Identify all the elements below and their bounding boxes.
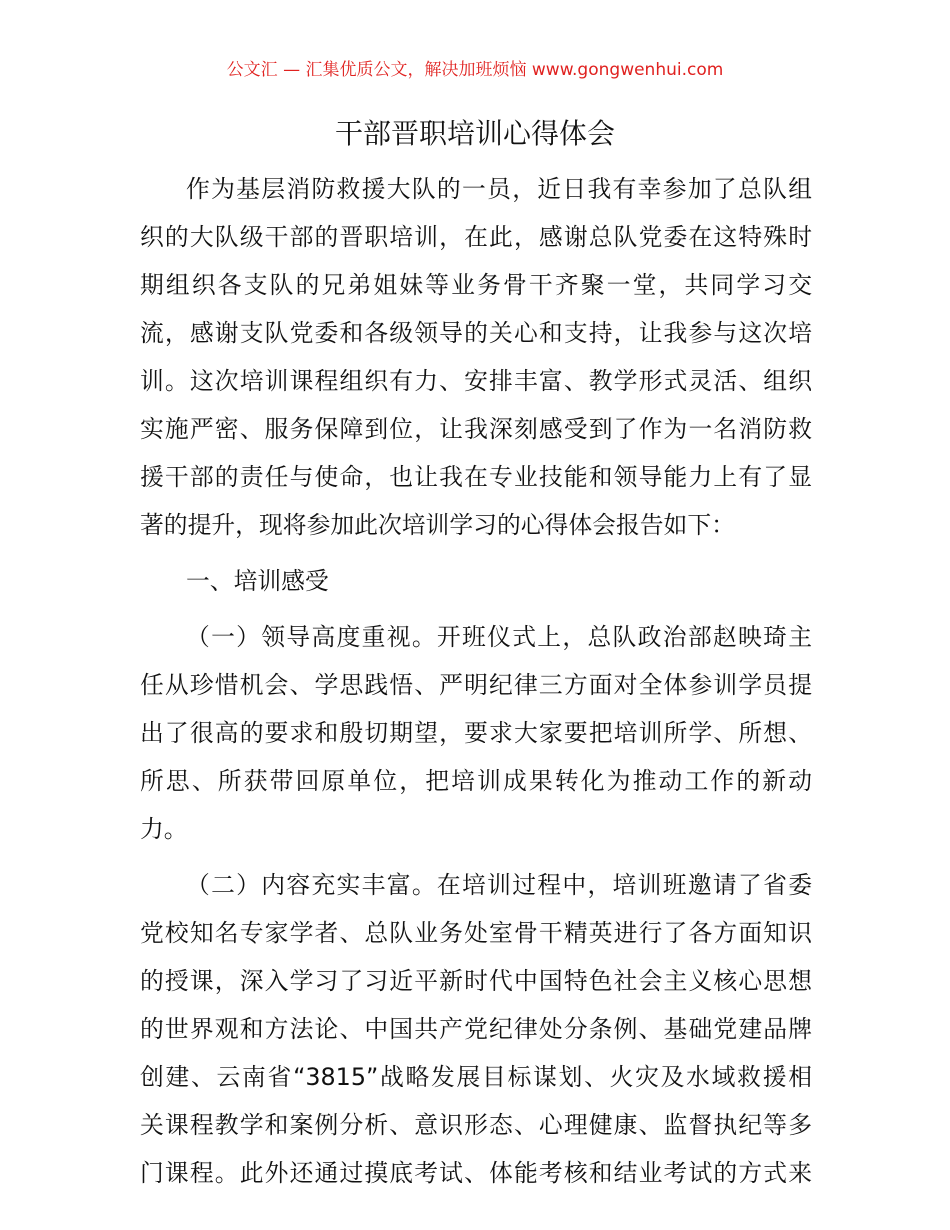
body-line-18: 的世界观和方法论、中国共产党纪律处分条例、基础党建品牌 <box>140 1015 812 1043</box>
body-line-6: 实施严密、服务保障到位，让我深刻感受到了作为一名消防救 <box>140 415 812 443</box>
body-line-4: 流，感谢支队党委和各级领导的关心和支持，让我参与这次培 <box>140 319 812 347</box>
body-line-16: 党校知名专家学者、总队业务处室骨干精英进行了各方面知识 <box>140 919 812 947</box>
body-line-7: 援干部的责任与使命，也让我在专业技能和领导能力上有了显 <box>140 463 812 491</box>
body-line-2: 织的大队级干部的晋职培训，在此，感谢总队党委在这特殊时 <box>140 223 812 251</box>
site-banner: 公文汇 — 汇集优质公文，解决加班烦恼 www.gongwenhui.com <box>226 60 724 80</box>
body-line-5: 训。这次培训课程组织有力、安排丰富、教学形式灵活、组织 <box>140 367 812 395</box>
body-line-20: 关课程教学和案例分析、意识形态、心理健康、监督执纪等多 <box>140 1111 812 1139</box>
body-line-14: 力。 <box>140 815 188 843</box>
section-heading-1: 一、培训感受 <box>186 567 329 595</box>
body-line-8: 著的提升，现将参加此次培训学习的心得体会报告如下： <box>140 511 735 539</box>
body-line-11: 任从珍惜机会、学思践悟、严明纪律三方面对全体参训学员提 <box>140 671 812 699</box>
body-line-10: （一）领导高度重视。开班仪式上，总队政治部赵映琦主 <box>186 623 812 651</box>
body-line-17: 的授课，深入学习了习近平新时代中国特色社会主义核心思想 <box>140 967 812 995</box>
body-line-19: 创建、云南省“3815”战略发展目标谋划、火灾及水域救援相 <box>140 1063 812 1091</box>
body-line-1: 作为基层消防救援大队的一员，近日我有幸参加了总队组 <box>186 175 812 203</box>
body-line-3: 期组织各支队的兄弟姐妹等业务骨干齐聚一堂，共同学习交 <box>140 271 812 299</box>
body-line-15: （二）内容充实丰富。在培训过程中，培训班邀请了省委 <box>186 871 812 899</box>
body-line-12: 出了很高的要求和殷切期望，要求大家要把培训所学、所想、 <box>140 719 812 747</box>
body-line-21: 门课程。此外还通过摸底考试、体能考核和结业考试的方式来 <box>140 1159 812 1187</box>
document-title: 干部晋职培训心得体会 <box>334 117 615 150</box>
body-line-13: 所思、所获带回原单位，把培训成果转化为推动工作的新动 <box>140 767 812 795</box>
